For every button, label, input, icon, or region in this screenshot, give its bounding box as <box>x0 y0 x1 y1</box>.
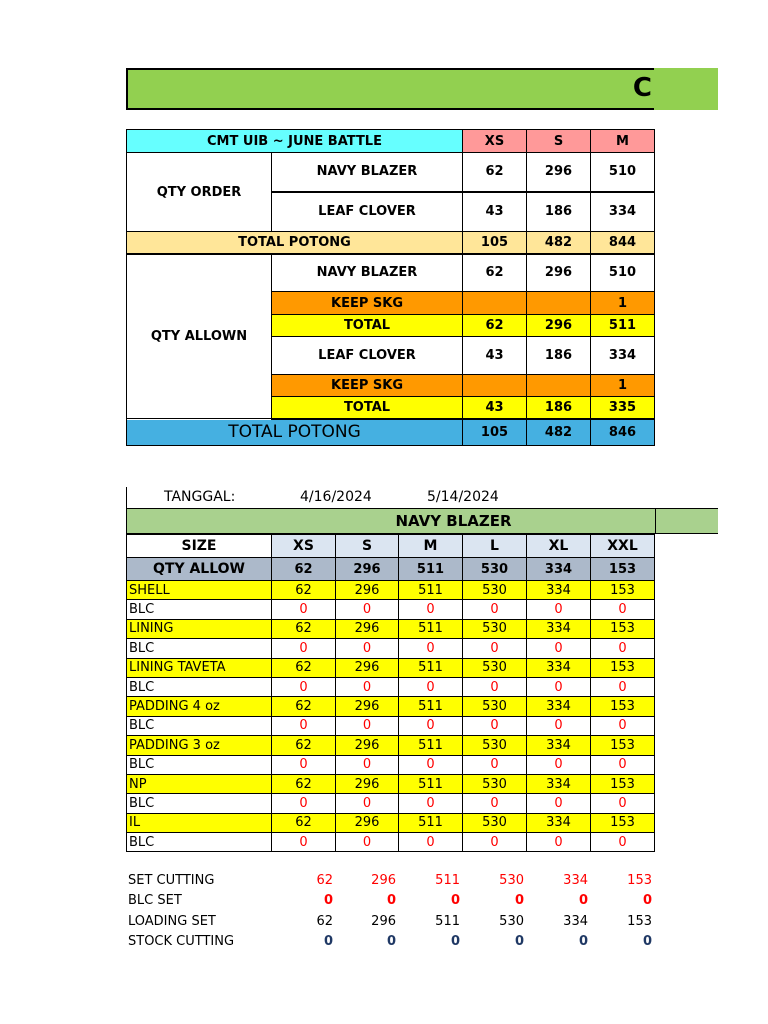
qty-allow-label: QTY ALLOWN <box>127 254 272 419</box>
row-value: 0 <box>591 794 655 813</box>
row-value: 334 <box>527 774 591 793</box>
row-value: 62 <box>272 658 336 677</box>
row-value: 153 <box>591 774 655 793</box>
row-label: BLC <box>127 794 272 813</box>
row-value: 0 <box>336 833 399 852</box>
allow-total-label: TOTAL <box>272 315 463 337</box>
size-header: XS <box>272 535 336 558</box>
row-label: PADDING 4 oz <box>127 697 272 716</box>
row-value: 530 <box>463 619 527 638</box>
footer-value: 62 <box>316 872 333 888</box>
keep-skg-label: KEEP SKG <box>272 292 463 315</box>
row-value: 0 <box>527 833 591 852</box>
row-value: 0 <box>399 755 463 774</box>
row-value: 511 <box>399 658 463 677</box>
row-value: 0 <box>591 755 655 774</box>
row-value: 0 <box>272 677 336 696</box>
row-value: 0 <box>527 600 591 619</box>
summary-size-header: S <box>527 130 591 153</box>
row-value: 0 <box>399 639 463 658</box>
footer-value: 153 <box>627 872 652 888</box>
row-value: 511 <box>399 813 463 832</box>
material-row <box>127 581 655 600</box>
qty-allow-detail-value: 153 <box>591 558 655 581</box>
row-value: 0 <box>399 833 463 852</box>
qty-order-value: 510 <box>591 153 655 192</box>
row-label: BLC <box>127 716 272 735</box>
tanggal-label: TANGGAL: <box>164 489 236 505</box>
row-value: 153 <box>591 581 655 600</box>
date-to: 5/14/2024 <box>427 489 499 505</box>
row-label: LINING TAVETA <box>127 658 272 677</box>
total-potong-final-value: 105 <box>463 419 527 446</box>
row-value: 0 <box>463 639 527 658</box>
product-title: NAVY BLAZER <box>395 512 512 530</box>
row-label: PADDING 3 oz <box>127 736 272 755</box>
row-label: BLC <box>127 639 272 658</box>
footer-value: 0 <box>514 934 524 950</box>
footer-value: 0 <box>642 893 652 909</box>
row-label: LINING <box>127 619 272 638</box>
keep-skg-label: KEEP SKG <box>272 375 463 397</box>
row-value: 0 <box>399 677 463 696</box>
row-value: 530 <box>463 813 527 832</box>
row-value: 334 <box>527 658 591 677</box>
balance-row <box>127 639 655 658</box>
qty-allow-row <box>127 254 655 292</box>
footer-value: 153 <box>627 913 652 929</box>
row-value: 0 <box>463 755 527 774</box>
row-value: 296 <box>336 813 399 832</box>
row-value: 0 <box>336 639 399 658</box>
size-header: M <box>399 535 463 558</box>
row-value: 153 <box>591 658 655 677</box>
qty-order-item: NAVY BLAZER <box>272 153 463 192</box>
summary-table <box>126 129 655 446</box>
row-value: 153 <box>591 813 655 832</box>
footer-value: 0 <box>386 893 396 909</box>
material-row <box>127 736 655 755</box>
date-from: 4/16/2024 <box>300 489 372 505</box>
total-potong-final-row <box>127 419 655 446</box>
footer-value: 511 <box>435 872 460 888</box>
footer-value: 296 <box>371 913 396 929</box>
row-label: BLC <box>127 677 272 696</box>
row-value: 511 <box>399 697 463 716</box>
keep-skg-value <box>463 292 527 315</box>
row-label: BLC <box>127 833 272 852</box>
title-banner-frame <box>126 68 654 110</box>
qty-order-label: QTY ORDER <box>127 153 272 232</box>
total-potong-final-label: TOTAL POTONG <box>127 419 463 446</box>
balance-row <box>127 677 655 696</box>
row-value: 0 <box>591 639 655 658</box>
footer-value: 511 <box>435 913 460 929</box>
row-value: 0 <box>272 600 336 619</box>
qty-order-value: 62 <box>463 153 527 192</box>
row-value: 334 <box>527 581 591 600</box>
row-value: 334 <box>527 619 591 638</box>
qty-allow-detail-value: 296 <box>336 558 399 581</box>
allow-total-value: 296 <box>527 315 591 337</box>
total-potong-value: 844 <box>591 232 655 254</box>
summary-title-cell: CMT UIB ~ JUNE BATTLE <box>127 130 463 153</box>
footer-value: 530 <box>499 913 524 929</box>
qty-allow-detail-label: QTY ALLOW <box>127 558 272 581</box>
loading-set-row <box>126 911 654 932</box>
row-value: 530 <box>463 736 527 755</box>
allow-total-value: 511 <box>591 315 655 337</box>
summary-size-header: XS <box>463 130 527 153</box>
qty-allow-item: NAVY BLAZER <box>272 254 463 292</box>
size-header: XL <box>527 535 591 558</box>
product-bar <box>126 508 718 534</box>
row-value: 334 <box>527 697 591 716</box>
row-label: BLC <box>127 755 272 774</box>
blc-set-row <box>126 891 654 912</box>
size-header: S <box>336 535 399 558</box>
footer-value: 334 <box>563 913 588 929</box>
size-label: SIZE <box>127 535 272 558</box>
stock-cutting-row <box>126 932 654 953</box>
row-value: 296 <box>336 581 399 600</box>
row-value: 0 <box>399 794 463 813</box>
row-value: 0 <box>527 639 591 658</box>
row-value: 62 <box>272 619 336 638</box>
allow-total-label: TOTAL <box>272 397 463 419</box>
row-value: 153 <box>591 736 655 755</box>
row-value: 0 <box>527 794 591 813</box>
row-value: 0 <box>272 794 336 813</box>
summary-size-header: M <box>591 130 655 153</box>
row-value: 0 <box>591 716 655 735</box>
allow-total-value: 186 <box>527 397 591 419</box>
total-potong-row <box>127 232 655 254</box>
qty-allow-detail-value: 62 <box>272 558 336 581</box>
footer-label: LOADING SET <box>128 913 216 929</box>
qty-allow-detail-value: 334 <box>527 558 591 581</box>
row-value: 530 <box>463 581 527 600</box>
row-value: 62 <box>272 736 336 755</box>
qty-allow-value: 62 <box>463 254 527 292</box>
footer-value: 0 <box>642 934 652 950</box>
row-value: 334 <box>527 813 591 832</box>
footer-value: 0 <box>578 934 588 950</box>
size-header: XXL <box>591 535 655 558</box>
row-value: 0 <box>336 794 399 813</box>
row-value: 0 <box>272 833 336 852</box>
qty-allow-value: 186 <box>527 337 591 375</box>
qty-allow-detail-value: 511 <box>399 558 463 581</box>
footer-value: 0 <box>323 934 333 950</box>
row-value: 0 <box>591 833 655 852</box>
total-potong-value: 105 <box>463 232 527 254</box>
material-row <box>127 697 655 716</box>
row-value: 0 <box>463 833 527 852</box>
row-value: 0 <box>527 755 591 774</box>
total-potong-final-value: 846 <box>591 419 655 446</box>
row-value: 511 <box>399 619 463 638</box>
row-value: 0 <box>399 716 463 735</box>
row-value: 296 <box>336 619 399 638</box>
qty-allow-detail-value: 530 <box>463 558 527 581</box>
row-value: 0 <box>591 677 655 696</box>
row-value: 0 <box>463 600 527 619</box>
row-value: 511 <box>399 581 463 600</box>
footer-value: 0 <box>578 893 588 909</box>
balance-row <box>127 755 655 774</box>
size-header-row <box>127 535 655 558</box>
qty-order-value: 186 <box>527 192 591 232</box>
allow-total-value: 43 <box>463 397 527 419</box>
row-value: 334 <box>527 736 591 755</box>
banner-title: C <box>632 73 652 103</box>
footer-value: 62 <box>316 913 333 929</box>
material-row <box>127 813 655 832</box>
footer-label: BLC SET <box>128 893 182 909</box>
row-value: 296 <box>336 736 399 755</box>
row-value: 0 <box>336 677 399 696</box>
qty-order-value: 334 <box>591 192 655 232</box>
row-label: NP <box>127 774 272 793</box>
balance-row <box>127 600 655 619</box>
footer-label: STOCK CUTTING <box>128 934 235 950</box>
row-value: 153 <box>591 697 655 716</box>
footer-value: 296 <box>371 872 396 888</box>
row-value: 296 <box>336 774 399 793</box>
balance-row <box>127 716 655 735</box>
row-value: 0 <box>527 716 591 735</box>
row-value: 0 <box>272 755 336 774</box>
set-cutting-row <box>126 870 654 891</box>
keep-skg-value: 1 <box>591 292 655 315</box>
row-value: 0 <box>463 794 527 813</box>
keep-skg-value <box>527 375 591 397</box>
row-value: 0 <box>272 716 336 735</box>
size-header: L <box>463 535 527 558</box>
allow-total-value: 335 <box>591 397 655 419</box>
total-potong-value: 482 <box>527 232 591 254</box>
footer-value: 334 <box>563 872 588 888</box>
qty-order-value: 43 <box>463 192 527 232</box>
qty-allow-item: LEAF CLOVER <box>272 337 463 375</box>
row-value: 0 <box>336 755 399 774</box>
row-value: 530 <box>463 697 527 716</box>
row-value: 62 <box>272 697 336 716</box>
row-value: 511 <box>399 736 463 755</box>
balance-row <box>127 833 655 852</box>
row-value: 296 <box>336 658 399 677</box>
keep-skg-value: 1 <box>591 375 655 397</box>
material-row <box>127 774 655 793</box>
total-potong-final-value: 482 <box>527 419 591 446</box>
row-value: 0 <box>272 639 336 658</box>
row-value: 0 <box>399 600 463 619</box>
footer-value: 0 <box>514 893 524 909</box>
footer-label: SET CUTTING <box>128 872 215 888</box>
row-value: 511 <box>399 774 463 793</box>
row-value: 0 <box>527 677 591 696</box>
total-potong-label: TOTAL POTONG <box>127 232 463 254</box>
row-value: 62 <box>272 813 336 832</box>
row-value: 0 <box>591 600 655 619</box>
summary-header-row <box>127 130 655 153</box>
allow-total-value: 62 <box>463 315 527 337</box>
qty-order-value: 296 <box>527 153 591 192</box>
row-value: 153 <box>591 619 655 638</box>
qty-allow-value: 334 <box>591 337 655 375</box>
row-value: 296 <box>336 697 399 716</box>
qty-order-item: LEAF CLOVER <box>272 192 463 232</box>
footer-value: 0 <box>450 934 460 950</box>
row-value: 0 <box>336 716 399 735</box>
row-label: BLC <box>127 600 272 619</box>
qty-order-row <box>127 153 655 192</box>
row-value: 530 <box>463 658 527 677</box>
row-label: IL <box>127 813 272 832</box>
row-value: 0 <box>336 600 399 619</box>
row-value: 0 <box>463 677 527 696</box>
row-value: 0 <box>463 716 527 735</box>
footer-value: 530 <box>499 872 524 888</box>
balance-row <box>127 794 655 813</box>
detail-table <box>126 534 655 852</box>
material-row <box>127 658 655 677</box>
row-value: 62 <box>272 774 336 793</box>
footer-value: 0 <box>386 934 396 950</box>
material-row <box>127 619 655 638</box>
qty-allow-detail-row <box>127 558 655 581</box>
qty-allow-value: 296 <box>527 254 591 292</box>
row-label: SHELL <box>127 581 272 600</box>
row-value: 62 <box>272 581 336 600</box>
row-value: 530 <box>463 774 527 793</box>
footer-value: 0 <box>450 893 460 909</box>
footer-summary <box>126 870 654 952</box>
keep-skg-value <box>463 375 527 397</box>
title-banner <box>126 68 718 110</box>
qty-allow-value: 510 <box>591 254 655 292</box>
footer-value: 0 <box>323 893 333 909</box>
qty-allow-value: 43 <box>463 337 527 375</box>
keep-skg-value <box>527 292 591 315</box>
date-row <box>126 487 654 509</box>
